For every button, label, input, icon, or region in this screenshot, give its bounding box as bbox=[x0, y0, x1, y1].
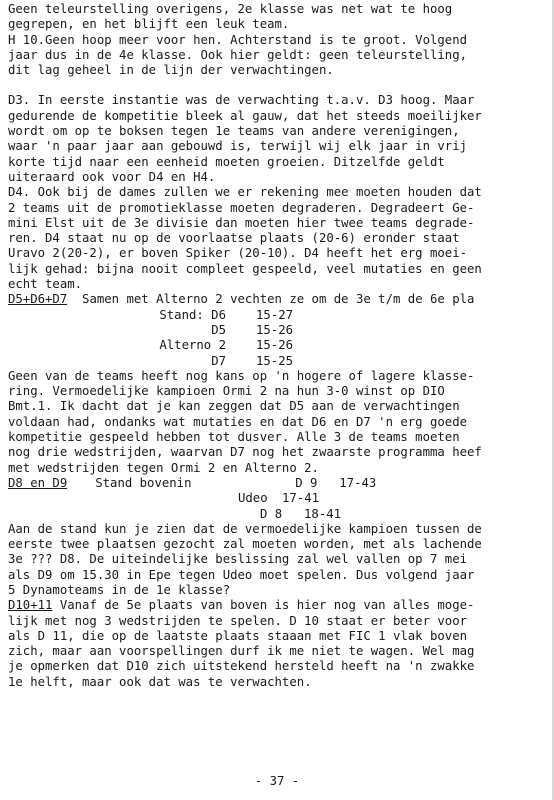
text-line: echt team. bbox=[8, 277, 83, 292]
text-line: voldaan had, ondanks wat mutaties en dat D6 en D7 'n erg goede bbox=[8, 414, 468, 429]
text-line: waar 'n paar jaar aan gebouwd is, terwijl wij elk jaar in vrij bbox=[8, 139, 468, 154]
text-line: lijk met nog 3 wedstrijden te spelen. D 10 staat er beter voor bbox=[8, 613, 468, 628]
paragraph-d4 bbox=[8, 185, 548, 292]
standings-score: 17-41 bbox=[282, 491, 320, 506]
section-heading: D10+11 bbox=[8, 598, 53, 613]
text-line: Geen van de teams heeft nog kans op 'n hogere of lagere klasse- bbox=[8, 368, 475, 383]
text-line: korte tijd naar een eenheid moeten groeien. Ditzelfde geldt bbox=[8, 154, 445, 169]
text-line: zich, maar aan voorspellingen durf ik me niet te wagen. Wel mag bbox=[8, 644, 475, 659]
text-line: ring. Vermoedelijke kampioen Ormi 2 na hun 3-0 winst op DIO bbox=[8, 384, 445, 399]
standings-row bbox=[8, 308, 548, 323]
section-heading: D5+D6+D7 bbox=[8, 292, 68, 307]
standings-team: D 8 bbox=[260, 506, 283, 521]
text-line: gedurende de kompetitie bleek al gauw, dat het steeds moeilijker bbox=[8, 108, 482, 123]
standings-label: Stand bovenin bbox=[95, 475, 192, 490]
text-line: D3. In eerste instantie was de verwachting t.a.v. D3 hoog. Maar bbox=[8, 93, 475, 108]
blank-line bbox=[8, 78, 548, 93]
text-line: H 10.Geen hoop meer voor hen. Achterstand is te groot. Volgend bbox=[8, 32, 468, 47]
text-line: Geen teleurstelling overigens, 2e klasse was net wat te hoog bbox=[8, 2, 453, 16]
text-line: 2 teams uit de promotieklasse moeten degraderen. Degradeert Ge- bbox=[8, 200, 475, 215]
text-line: je opmerken dat D10 zich uitstekend hersteld heeft na 'n zwakke bbox=[8, 659, 475, 674]
text-line: kompetitie gespeeld hebben tot dusver. Alle 3 de teams moeten bbox=[8, 430, 460, 445]
standings-score: 18-41 bbox=[304, 506, 342, 521]
text-line: uiteraard ook voor D4 en H4. bbox=[8, 169, 216, 184]
section-d10-d11 bbox=[8, 598, 548, 690]
standings-score: 15-27 bbox=[256, 307, 294, 322]
text-line: als D 11, die op de laatste plaats staaan met FIC 1 vlak boven bbox=[8, 628, 468, 643]
paragraph-top bbox=[8, 2, 548, 78]
text-line: 1e helft, maar ook dat was te verwachten. bbox=[8, 674, 312, 689]
section-d8-d9 bbox=[8, 476, 548, 598]
standings-team: D7 bbox=[211, 353, 226, 368]
text-line: Uravo 2(20-2), er boven Spiker (20-10). D4 heeft het erg moei- bbox=[8, 246, 468, 261]
text-line: gegrepen, en het blijft een leuk team. bbox=[8, 17, 290, 32]
heading-text: Vanaf de 5e plaats van boven is hier nog van alles moge- bbox=[52, 598, 475, 613]
text-line: eerste twee plaatsen gezocht zal moeten worden, met als lachende bbox=[8, 537, 482, 552]
text-line: ren. D4 staat nu op de voorlaatse plaats (20-6) eronder staat bbox=[8, 231, 460, 246]
standings-team: D 9 bbox=[295, 475, 318, 490]
section-heading-line bbox=[8, 292, 548, 307]
text-line: D4. Ook bij de dames zullen we er rekening mee moeten houden dat bbox=[8, 185, 482, 200]
text-line: 5 Dynamoteams in de 1e klasse? bbox=[8, 582, 231, 597]
text-line: nog drie wedstrijden, waarvan D7 nog het zwaarste programma heef bbox=[8, 445, 482, 460]
standings-row bbox=[8, 354, 548, 369]
paragraph-d3 bbox=[8, 93, 548, 185]
text-line: met wedstrijden tegen Ormi 2 en Alterno 2. bbox=[8, 460, 319, 475]
standings-row bbox=[8, 476, 548, 491]
text-line: lijk gehad: bijna nooit compleet gespeeld, veel mutaties en geen bbox=[8, 261, 482, 276]
standings-score: 15-26 bbox=[256, 338, 294, 353]
section-heading: D8 en D9 bbox=[8, 475, 68, 490]
text-line: dit lag geheel in de lijn der verwachtingen. bbox=[8, 63, 334, 78]
standings-score: 15-25 bbox=[256, 353, 294, 368]
standings-score: 15-26 bbox=[256, 322, 294, 337]
standings-row bbox=[8, 507, 548, 522]
text-line: Bmt.1. Ik dacht dat je kan zeggen dat D5 aan de verwachtingen bbox=[8, 399, 460, 414]
text-line: als D9 om 15.30 in Epe tegen Udeo moet spelen. Dus volgend jaar bbox=[8, 567, 475, 582]
text-line: mini Elst uit de 3e divisie dan moeten hier twee teams degrade- bbox=[8, 215, 475, 230]
heading-text: Samen met Alterno 2 vechten ze om de 3e t/m de 6e pla bbox=[67, 292, 475, 307]
standings-team: Alterno 2 bbox=[159, 338, 226, 353]
section-heading-line bbox=[8, 598, 548, 613]
standings-team: Stand: D6 bbox=[159, 307, 226, 322]
standings-row bbox=[8, 338, 548, 353]
section-d5-d6-d7 bbox=[8, 292, 548, 476]
text-line: Aan de stand kun je zien dat de vermoedelijke kampioen tussen de bbox=[8, 521, 482, 536]
text-line: 3e ??? D8. De uiteindelijke beslissing zal wel vallen op 7 mei bbox=[8, 552, 468, 567]
standings-team: Udeo bbox=[238, 491, 268, 506]
standings-score: 17-43 bbox=[339, 475, 377, 490]
standings-row bbox=[8, 323, 548, 338]
text-line: jaar dus in de 4e klasse. Ook hier geldt: geen teleurstelling, bbox=[8, 47, 468, 62]
standings-row bbox=[8, 491, 548, 506]
standings-team: D5 bbox=[211, 322, 226, 337]
page-number: - 37 - bbox=[254, 774, 300, 788]
text-line: wordt om op te boksen tegen 1e teams van andere verenigingen, bbox=[8, 124, 460, 139]
